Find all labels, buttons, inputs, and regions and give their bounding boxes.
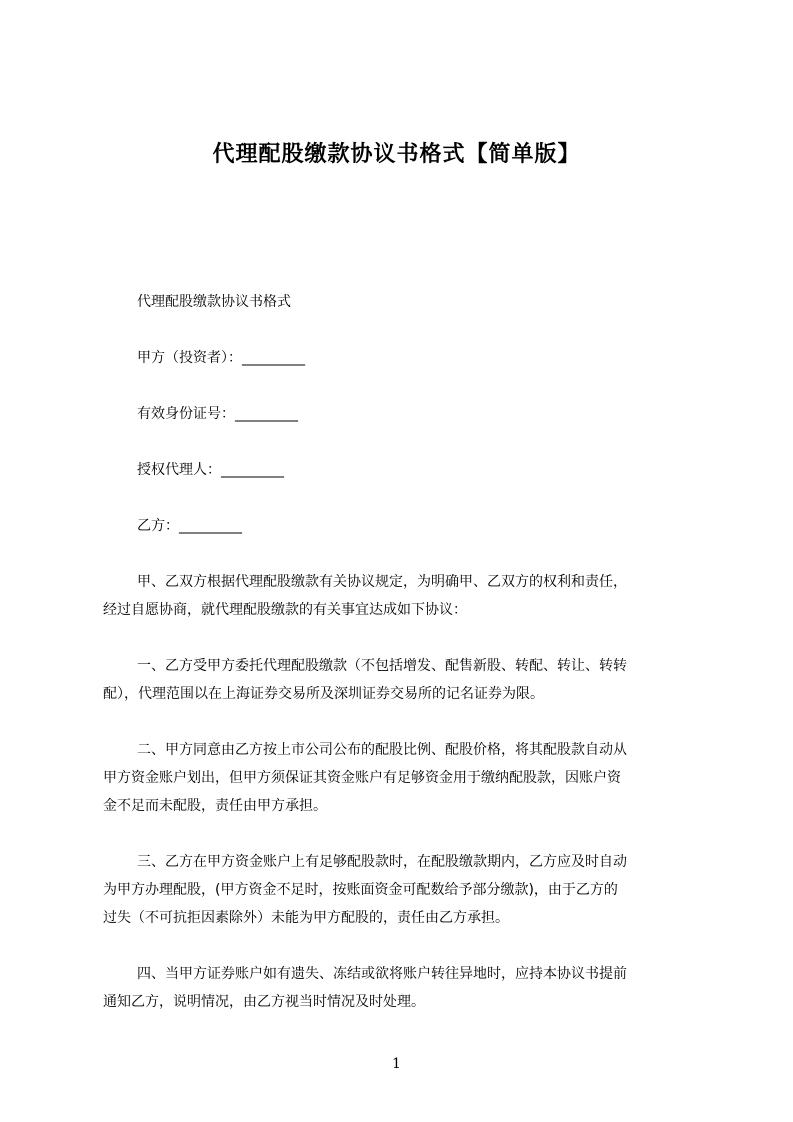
paragraph-clause-2: 二、甲方同意由乙方按上市公司公布的配股比例、配股价格，将其配股款自动从 甲方资金账户划出，但甲方须保证其资金账户有足够资金用于缴纳配股款，因账户资 金不足而未配股，责任由甲方承担。 bbox=[103, 742, 627, 814]
page-number: 1 bbox=[392, 1056, 401, 1072]
paragraph-clause-3: 三、乙方在甲方资金账户上有足够配股款时，在配股缴款期内，乙方应及时自动 为甲方办理配股，(甲方资金不足时，按账面资金可配数给予部分缴款)，由于乙方的 过失（不可抗拒因素除外）未能为甲方配股的，责任由乙方承担。 bbox=[103, 854, 627, 926]
field-id-number: 有效身份证号：_________ bbox=[137, 406, 298, 422]
field-authorized-agent: 授权代理人：_________ bbox=[137, 462, 284, 478]
document-body bbox=[103, 288, 699, 1016]
field-party-a: 甲方（投资者）：_________ bbox=[137, 350, 305, 366]
field-party-b: 乙方：_________ bbox=[137, 518, 242, 534]
paragraph-clause-4: 四、当甲方证券账户如有遗失、冻结或欲将账户转往异地时，应持本协议书提前 通知乙方，说明情况，由乙方视当时情况及时处理。 bbox=[103, 966, 627, 1010]
field-doc-name: 代理配股缴款协议书格式 bbox=[137, 294, 291, 310]
document-title: 代理配股缴款协议书格式【简单版】 bbox=[212, 142, 581, 167]
paragraph-clause-1: 一、乙方受甲方委托代理配股缴款（不包括增发、配售新股、转配、转让、转转 配），代理范围以在上海证券交易所及深圳证券交易所的记名证券为限。 bbox=[103, 658, 627, 702]
paragraph-intro: 甲、乙双方根据代理配股缴款有关协议规定，为明确甲、乙双方的权利和责任， 经过自愿协商，就代理配股缴款的有关事宜达成如下协议： bbox=[103, 574, 627, 618]
